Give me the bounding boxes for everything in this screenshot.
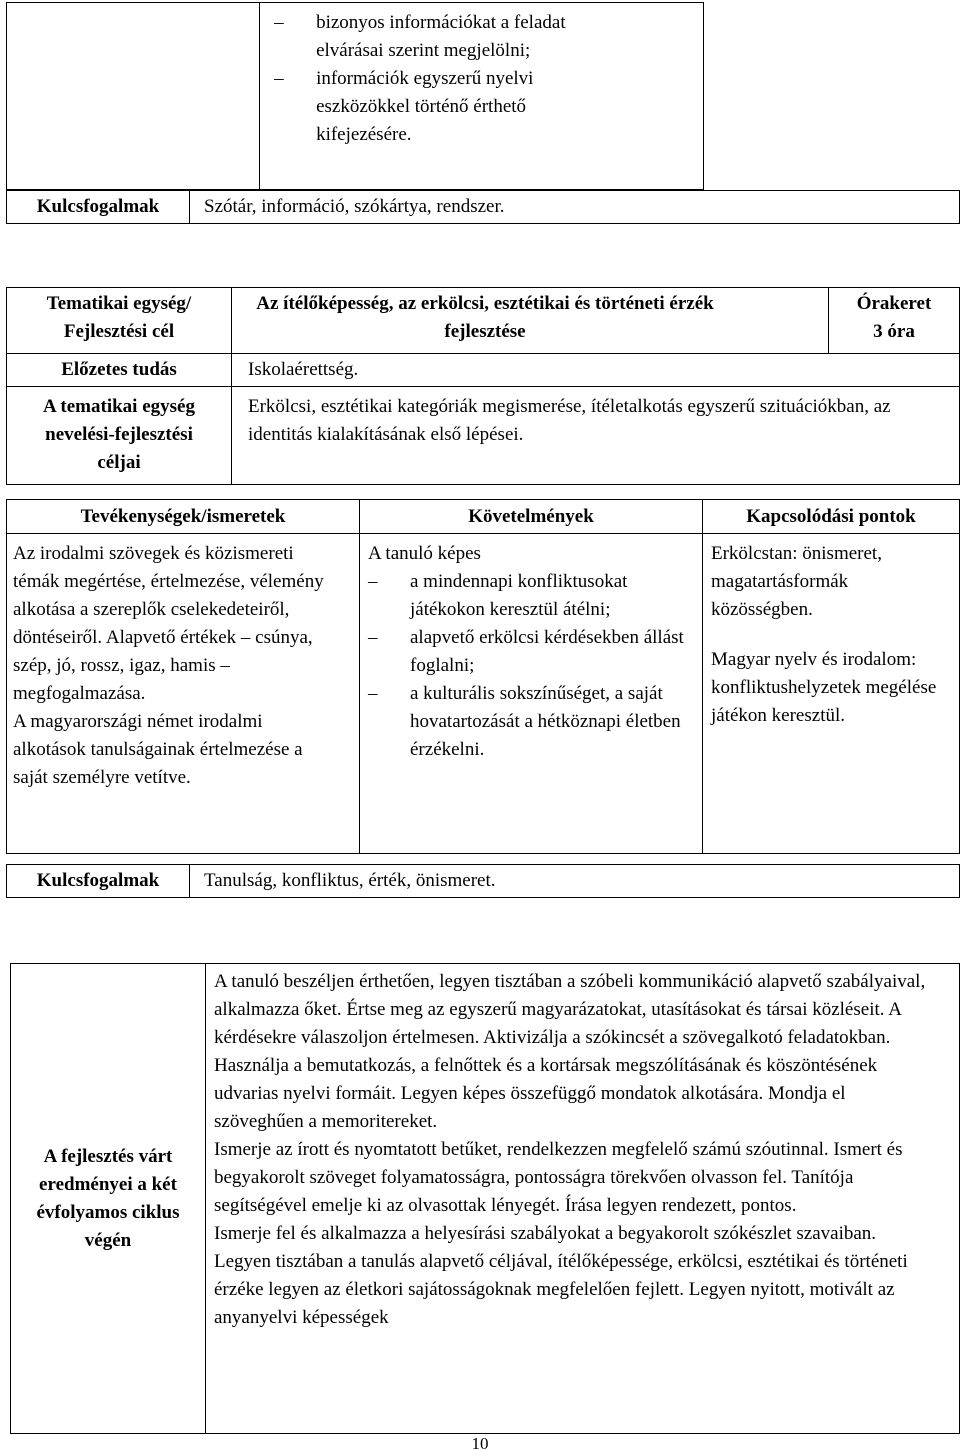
paragraph: Használja a bemutatkozás, a felnőttek és a kortársak megszólításának és köszöntésének udvarias nyelvi formáit. Legyen képes összefüggő mondatok alkotására. Mondja el szöveghűen a memoritereket. — [214, 1055, 878, 1132]
page-number: 10 — [471, 1434, 489, 1453]
keywords-label: Kulcsfogalmak — [7, 865, 190, 898]
keywords-label: Kulcsfogalmak — [7, 191, 190, 224]
paragraph: Ismerje az írott és nyomtatott betűket, rendelkezzen megfelelő számú szóutinnal. Ismert és begyakorolt szöveget folyamatosságra, pontosságra törekvően olvasson fel. Tanítója segítségével emelje ki az olvasottak lényegét. Írása legyen rendezett, pontos. — [214, 1139, 903, 1216]
list-item: – a kulturális sokszínűséget, a saját hovatartozását a hétköznapi életben érzékelni. — [368, 680, 692, 764]
keywords-value: Tanulság, konfliktus, érték, önismeret. — [190, 865, 960, 898]
thematic-title: Az ítélőképesség, az erkölcsi, esztétikai és történeti érzék fejlesztése — [232, 288, 829, 354]
paragraph: A tanuló beszéljen érthetően, legyen tisztában a szóbeli kommunikáció alapvető szabályaival, alkalmazza őket. Értse meg az egyszerű magyarázatokat, utasításokat és társai közléseit. A kérdésekre válaszoljon értelmesen. Aktivizálja a szókincsét a szövegalkotó feladatokban. — [214, 971, 926, 1048]
skills-cell — [260, 3, 704, 190]
activities-text: Az irodalmi szövegek és közismereti témák megértése, értelmezése, vélemény alkotása a szereplők cselekedeteiről, döntéseiről. Alapvető értékek – csúnya, szép, jó, rossz, igaz, hamis – megfogalmazása. — [13, 543, 324, 704]
connections-text: Magyar nyelv és irodalom: konfliktushelyzetek megélése játékon keresztül. — [711, 649, 937, 726]
table-top-keywords — [6, 190, 960, 224]
list-item: – információk egyszerű nyelvi eszközökkel történő érthető kifejezésére. — [274, 65, 574, 149]
column-header: Követelmények — [360, 500, 703, 534]
thematic-label — [7, 288, 232, 354]
thematic-label-line: Fejlesztési cél — [63, 321, 175, 342]
connections-cell — [703, 534, 960, 854]
column-header: Kapcsolódási pontok — [703, 500, 960, 534]
table-thematic — [6, 287, 960, 485]
empty-cell — [7, 3, 260, 190]
thematic-label-line: Tematikai egység/ — [46, 293, 192, 314]
table-thematic-keywords — [6, 864, 960, 898]
table-activities — [6, 499, 960, 854]
prior-knowledge-value: Iskolaérettség. — [232, 354, 960, 387]
hours-label: Órakeret — [856, 293, 932, 314]
hours-value: 3 óra — [873, 321, 915, 342]
list-item: – bizonyos információkat a feladat elvárásai szerint megjelölni; — [274, 9, 574, 65]
goals-value: Erkölcsi, esztétikai kategóriák megismerése, ítéletalkotás egyszerű szituációkban, az identitás kialakításának első lépései. — [232, 387, 960, 485]
paragraph: Ismerje fel és alkalmazza a helyesírási szabályokat a begyakorolt szókészlet szavaiban. — [214, 1223, 877, 1244]
hours-cell — [829, 288, 960, 354]
skills-list — [274, 9, 574, 149]
requirements-intro: A tanuló képes — [368, 543, 481, 564]
activities-text: A magyarországi német irodalmi alkotások tanulságainak értelmezése a saját személyre vetítve. — [13, 711, 303, 788]
outcomes-label: A fejlesztés várt eredményei a két évfolyamos ciklus végén — [11, 964, 206, 1434]
table-outcomes — [10, 963, 960, 1434]
goals-label: A tematikai egység nevelési-fejlesztési céljai — [7, 387, 232, 485]
keywords-value: Szótár, információ, szókártya, rendszer. — [190, 191, 960, 224]
requirements-cell — [360, 534, 703, 854]
outcomes-text — [206, 964, 960, 1434]
activities-cell — [7, 534, 360, 854]
prior-knowledge-label: Előzetes tudás — [7, 354, 232, 387]
list-item: – alapvető erkölcsi kérdésekben állást foglalni; — [368, 624, 692, 680]
column-header: Tevékenységek/ismeretek — [7, 500, 360, 534]
paragraph: Legyen tisztában a tanulás alapvető céljával, ítélőképessége, erkölcsi, esztétikai és történeti érzéke legyen az életkori sajátosságoknak megfelelően fejlett. Legyen nyitott, motivált az anyanyelvi képességek — [214, 1251, 908, 1328]
requirements-list — [368, 568, 692, 764]
table-top — [6, 2, 704, 190]
connections-text: Erkölcstan: önismeret, magatartásformák közösségben. — [711, 543, 882, 620]
list-item: – a mindennapi konfliktusokat játékokon keresztül átélni; — [368, 568, 692, 624]
